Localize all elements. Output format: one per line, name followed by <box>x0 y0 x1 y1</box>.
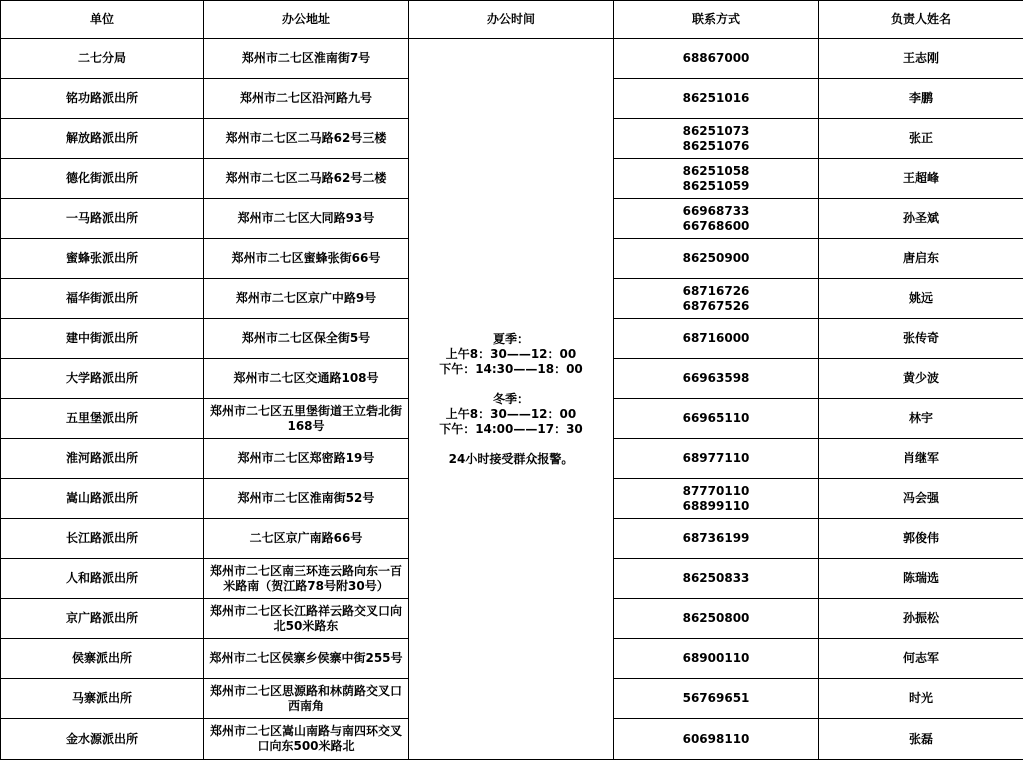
contact-cell <box>614 359 819 399</box>
contact-cell <box>614 159 819 199</box>
phone-number: 68899110 <box>682 498 750 513</box>
unit-cell: 一马路派出所 <box>1 199 204 239</box>
address-cell: 郑州市二七区侯寨乡侯寨中街255号 <box>204 639 409 679</box>
summer-title: 夏季： <box>492 331 529 346</box>
unit-cell: 大学路派出所 <box>1 359 204 399</box>
summer-pm: 下午：14:30——18：00 <box>439 361 583 376</box>
address-cell: 郑州市二七区交通路108号 <box>204 359 409 399</box>
person-cell: 孙振松 <box>819 599 1023 639</box>
table-row <box>1 39 1023 79</box>
hours-note: 24小时接受群众报警。 <box>448 451 574 466</box>
phone-number: 86250833 <box>682 571 750 585</box>
person-cell: 张传奇 <box>819 319 1023 359</box>
address-cell: 郑州市二七区二马路62号二楼 <box>204 159 409 199</box>
contact-cell <box>614 519 819 559</box>
unit-cell: 五里堡派出所 <box>1 399 204 439</box>
address-cell: 郑州市二七区沿河路九号 <box>204 79 409 119</box>
unit-cell: 长江路派出所 <box>1 519 204 559</box>
phone-number: 68767526 <box>682 298 750 313</box>
person-cell: 冯会强 <box>819 479 1023 519</box>
address-cell: 郑州市二七区二马路62号三楼 <box>204 119 409 159</box>
contact-cell <box>614 479 819 519</box>
phone-number: 86250800 <box>682 611 750 625</box>
person-cell: 郭俊伟 <box>819 519 1023 559</box>
office-hours-cell <box>409 39 614 760</box>
contact-cell <box>614 719 819 760</box>
phone-number: 86251073 <box>682 123 750 138</box>
winter-title: 冬季： <box>492 391 529 406</box>
contact-cell <box>614 439 819 479</box>
unit-cell: 福华街派出所 <box>1 279 204 319</box>
address-cell: 郑州市二七区淮南街7号 <box>204 39 409 79</box>
contact-cell <box>614 79 819 119</box>
contact-cell <box>614 399 819 439</box>
unit-cell: 金水源派出所 <box>1 719 204 760</box>
winter-am: 上午8：30——12：00 <box>445 406 577 421</box>
person-cell: 时光 <box>819 679 1023 719</box>
unit-cell: 人和路派出所 <box>1 559 204 599</box>
header-row <box>1 1 1023 39</box>
unit-cell: 二七分局 <box>1 39 204 79</box>
phone-number: 66965110 <box>682 411 750 425</box>
person-cell: 唐启东 <box>819 239 1023 279</box>
person-cell: 张磊 <box>819 719 1023 760</box>
phone-number: 66963598 <box>682 371 750 385</box>
contact-cell <box>614 599 819 639</box>
phone-number: 87770110 <box>682 483 750 498</box>
phone-number: 68736199 <box>682 531 750 545</box>
unit-cell: 嵩山路派出所 <box>1 479 204 519</box>
address-cell: 郑州市二七区蜜蜂张街66号 <box>204 239 409 279</box>
header-hours: 办公时间 <box>409 1 614 39</box>
person-cell: 林宇 <box>819 399 1023 439</box>
address-cell: 二七区京广南路66号 <box>204 519 409 559</box>
unit-cell: 侯寨派出所 <box>1 639 204 679</box>
address-cell: 郑州市二七区嵩山南路与南四环交叉口向东500米路北 <box>204 719 409 760</box>
person-cell: 李鹏 <box>819 79 1023 119</box>
phone-number: 86251016 <box>682 91 750 105</box>
unit-cell: 京广路派出所 <box>1 599 204 639</box>
contact-cell <box>614 639 819 679</box>
address-cell: 郑州市二七区保全街5号 <box>204 319 409 359</box>
address-cell: 郑州市二七区京广中路9号 <box>204 279 409 319</box>
phone-number: 68716726 <box>682 283 750 298</box>
person-cell: 王志刚 <box>819 39 1023 79</box>
contact-cell <box>614 679 819 719</box>
unit-cell: 建中街派出所 <box>1 319 204 359</box>
header-contact: 联系方式 <box>614 1 819 39</box>
phone-number: 68716000 <box>682 331 750 345</box>
phone-number: 60698110 <box>682 731 750 746</box>
contact-cell <box>614 279 819 319</box>
phone-number: 68900110 <box>682 651 750 665</box>
table-body <box>1 39 1023 760</box>
summer-am: 上午8：30——12：00 <box>445 346 577 361</box>
unit-cell: 马寨派出所 <box>1 679 204 719</box>
contact-cell <box>614 119 819 159</box>
address-cell: 郑州市二七区长江路祥云路交叉口向北50米路东 <box>204 599 409 639</box>
header-unit: 单位 <box>1 1 204 39</box>
contact-cell <box>614 239 819 279</box>
person-cell: 王超峰 <box>819 159 1023 199</box>
phone-number: 68867000 <box>682 51 750 65</box>
winter-pm: 下午：14:00——17：30 <box>439 421 583 436</box>
header-address: 办公地址 <box>204 1 409 39</box>
phone-number: 86251076 <box>682 138 750 153</box>
unit-cell: 铭功路派出所 <box>1 79 204 119</box>
phone-number: 66768600 <box>682 218 750 233</box>
phone-number: 56769651 <box>682 691 750 705</box>
phone-number: 66968733 <box>682 203 750 218</box>
contact-cell <box>614 199 819 239</box>
person-cell: 肖继军 <box>819 439 1023 479</box>
person-cell: 孙圣斌 <box>819 199 1023 239</box>
address-cell: 郑州市二七区郑密路19号 <box>204 439 409 479</box>
address-cell: 郑州市二七区思源路和林荫路交叉口西南角 <box>204 679 409 719</box>
header-person: 负责人姓名 <box>819 1 1023 39</box>
person-cell: 何志军 <box>819 639 1023 679</box>
phone-number: 86251059 <box>682 178 750 193</box>
unit-cell: 淮河路派出所 <box>1 439 204 479</box>
phone-number: 86250900 <box>682 251 750 265</box>
contact-cell <box>614 319 819 359</box>
unit-cell: 解放路派出所 <box>1 119 204 159</box>
contact-cell <box>614 39 819 79</box>
unit-cell: 德化街派出所 <box>1 159 204 199</box>
address-cell: 郑州市二七区五里堡街道王立砦北街168号 <box>204 399 409 439</box>
person-cell: 张正 <box>819 119 1023 159</box>
person-cell: 陈瑞选 <box>819 559 1023 599</box>
phone-number: 68977110 <box>682 451 750 465</box>
address-cell: 郑州市二七区大同路93号 <box>204 199 409 239</box>
address-cell: 郑州市二七区南三环连云路向东一百米路南（贺江路78号附30号） <box>204 559 409 599</box>
person-cell: 黄少波 <box>819 359 1023 399</box>
unit-cell: 蜜蜂张派出所 <box>1 239 204 279</box>
contact-cell <box>614 559 819 599</box>
address-cell: 郑州市二七区淮南街52号 <box>204 479 409 519</box>
person-cell: 姚远 <box>819 279 1023 319</box>
phone-number: 86251058 <box>682 163 750 178</box>
